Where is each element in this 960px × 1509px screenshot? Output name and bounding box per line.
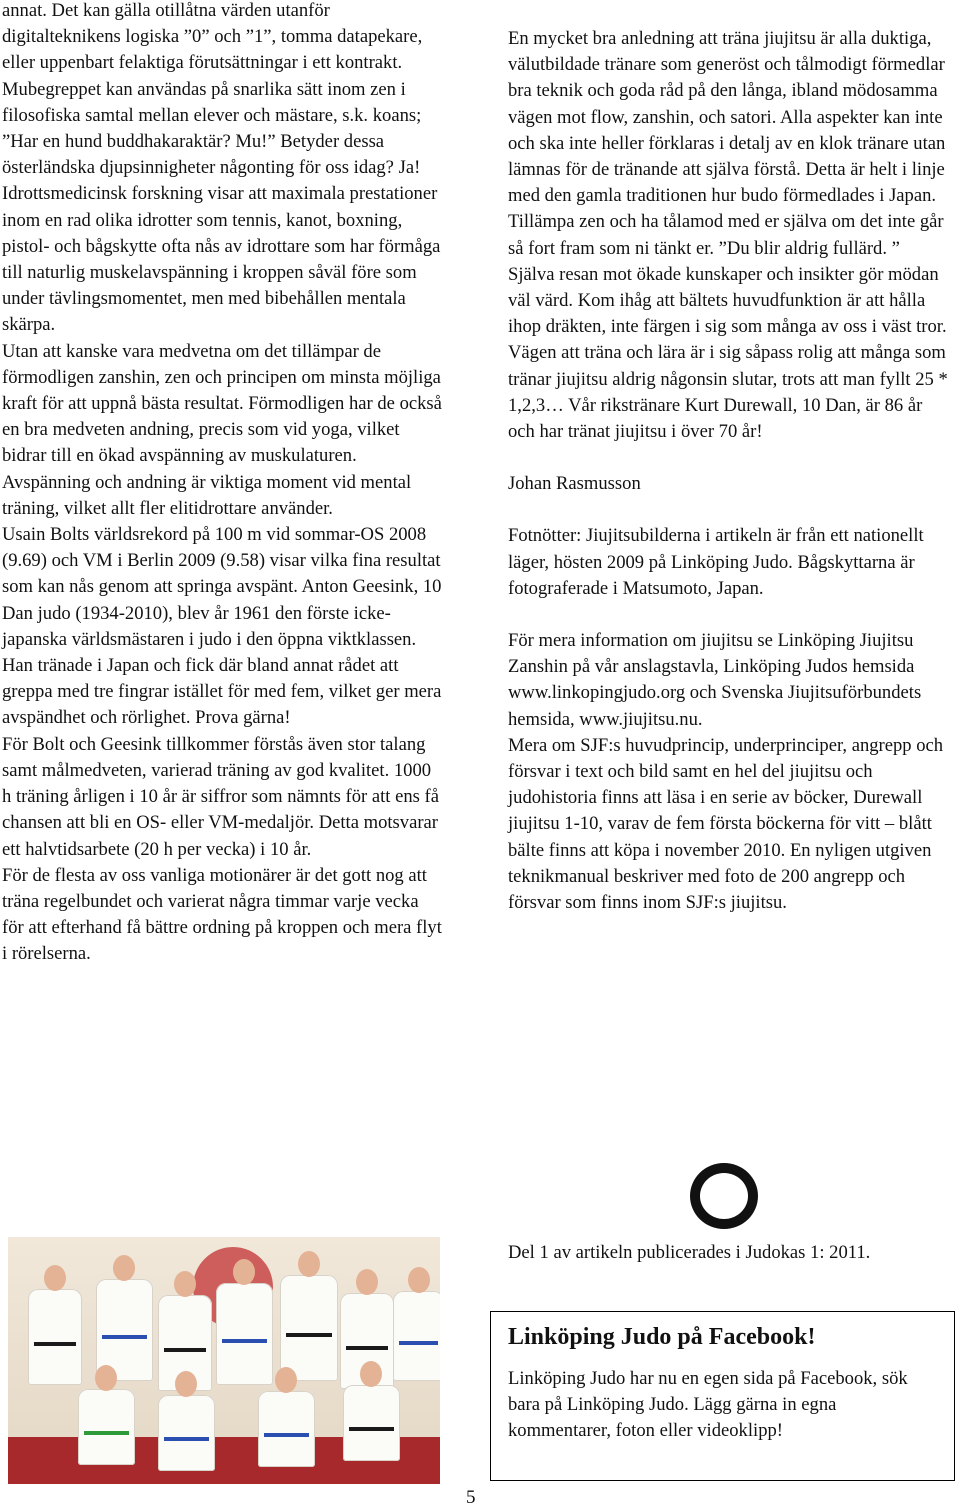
- judoka-gi: [78, 1389, 135, 1465]
- left-paragraph-4: Usain Bolts världsrekord på 100 m vid sommar-OS 2008 (9.69) och VM i Berlin 2009 (9.58) visar vilka fina resultat som kan nås genom att springa avspänt. Anton Geesink, 10 Dan judo (1934-2010), blev år 1961 den förste icke-japanska världsmästaren i judo i den öppna viktklassen. Han tränade i Japan och fick där bland annat rådet att greppa med tre fingrar istället för med fem, vilket ger mera avspändhet och rörlighet. Prova gärna!: [2, 524, 442, 729]
- author-name: Johan Rasmusson: [508, 473, 641, 495]
- judoka-head: [113, 1255, 135, 1281]
- left-paragraph-1: annat. Det kan gälla otillåtna värden utanför digitalteknikens logiska ”0” och ”1”, tomma datapekare, eller uppenbart felaktiga förutsättningar i ett kontrakt. Mubegreppet kan användas på snarlika sätt inom zen i filosofiska samtal mellan elever och mästare, s.k. koans; ”Har en hund buddhakaraktär? Mu!” Betyder dessa österländska djupsinnigheter någonting för oss idag? Ja! Idrottsmedicinsk forskning visar att maximala prestationer inom en rad olika idrotter som tennis, kanot, boxning, pistol- och bågskytte ofta nås av idrottare som har förmåga till naturlig muskelavspänning i kroppen såväl före som under tävlingsmomentet, men med bibehållen mentala skärpa.: [2, 0, 441, 336]
- judoka-belt: [84, 1431, 129, 1435]
- judoka-belt: [164, 1348, 206, 1352]
- right-column: [508, 26, 948, 916]
- left-paragraph-5: För Bolt och Geesink tillkommer förstås även stor talang samt målmedveten, varierad träning av god kvalitet. 1000 h träning årligen i 10 år är siffror som nämnts för att ens få chansen att bli en OS- eller VM-medaljör. Detta motsvarar ett halvtidsarbete (20 h per vecka) i 10 år.: [2, 733, 439, 860]
- judoka-belt: [286, 1333, 332, 1337]
- judoka-head: [360, 1361, 382, 1387]
- facebook-box-title: Linköping Judo på Facebook!: [508, 1324, 816, 1350]
- judoka-1: [28, 1265, 82, 1385]
- judoka-gi: [258, 1391, 315, 1467]
- judoka-head: [174, 1271, 196, 1297]
- facebook-box-body: Linköping Judo har nu en egen sida på Facebook, sök bara på Linköping Judo. Lägg gärna in egna kommentarer, foton eller videoklipp!: [508, 1368, 908, 1442]
- judoka-head: [356, 1269, 378, 1295]
- judoka-gi: [28, 1289, 82, 1385]
- judoka-10: [258, 1367, 315, 1467]
- judoka-8: [78, 1365, 135, 1465]
- judoka-head: [298, 1251, 320, 1277]
- judoka-head: [44, 1265, 66, 1291]
- judoka-head: [408, 1267, 430, 1293]
- left-paragraph-2: Utan att kanske vara medvetna om det tillämpar de förmodligen zanshin, zen och principen om minsta möjliga kraft för att uppnå bästa resultat. Förmodligen har de också en bra medveten andning, precis som vid yoga, vilket bidrar till en ökad avspänning av muskulaturen.: [2, 340, 442, 467]
- judoka-belt: [349, 1427, 394, 1431]
- page-number: 5: [466, 1487, 476, 1508]
- judoka-2: [96, 1255, 153, 1381]
- judoka-belt: [102, 1335, 147, 1339]
- judoka-belt: [222, 1339, 267, 1343]
- judoka-belt: [346, 1346, 388, 1350]
- judoka-belt: [264, 1433, 309, 1437]
- judoka-11: [343, 1361, 400, 1461]
- judoka-gi: [343, 1385, 400, 1461]
- judoka-belt: [164, 1437, 209, 1441]
- judoka-gi: [158, 1395, 215, 1471]
- judoka-gi: [393, 1291, 440, 1381]
- left-paragraph-3: Avspänning och andning är viktiga moment vid mental träning, vilket allt fler elitidrottare använder.: [2, 471, 412, 519]
- judoka-belt: [34, 1342, 76, 1346]
- info-paragraph-1: För mera information om jiujitsu se Linköping Jiujitsu Zanshin på vår anslagstavla, Linköping Judos hemsida www.linkopingjudo.org och Svenska Jiujitsuförbundets hemsida, www.jiujitsu.nu.: [508, 630, 922, 730]
- left-paragraph-6: För de flesta av oss vanliga motionärer är det gott nog att träna regelbundet och varierat några timmar varje vecka för att efterhand få bättre ordning på kroppen och mera flyt i rörelserna.: [2, 864, 442, 965]
- judoka-head: [95, 1365, 117, 1391]
- group-photo: [8, 1237, 440, 1484]
- info-paragraph-2: Mera om SJF:s huvudprincip, underprinciper, angrepp och försvar i text och bild samt en hel del jiujitsu och judohistoria finns att läsa i en serie av böcker, Durewall jiujitsu 1-10, varav de fem första böckerna för vitt – blått bälte finns att köpa i november 2010. En nyligen utgiven teknikmanual beskriver med foto de 200 angrepp och försvar som finns inom SJF:s jiujitsu.: [508, 734, 944, 914]
- judoka-head: [233, 1259, 255, 1285]
- judoka-head: [275, 1367, 297, 1393]
- judoka-9: [158, 1371, 215, 1471]
- right-paragraph-3: Vägen att träna och lära är i sig såpass rolig att många som tränar jiujitsu aldrig någonsin slutar, trots att man fyllt 25 * 1,2,3… Vår rikstränare Kurt Durewall, 10 Dan, är 86 år och har tränat jiujitsu i över 70 år!: [508, 342, 948, 443]
- publication-note: Del 1 av artikeln publicerades i Judokas 1: 2011.: [508, 1242, 871, 1263]
- facebook-box: [490, 1311, 955, 1481]
- judoka-belt: [399, 1341, 438, 1345]
- enso-circle-icon: [690, 1163, 758, 1229]
- judoka-head: [175, 1371, 197, 1397]
- right-paragraph-2: Själva resan mot ökade kunskaper och insikter gör mödan väl värd. Kom ihåg att bältets huvudfunktion är att hålla ihop dräkten, inte färgen i sig som många av oss i väst tror.: [508, 263, 947, 338]
- left-column: [2, 0, 442, 968]
- footnote: Fotnötter: Jiujitsubilderna i artikeln är från ett nationellt läger, hösten 2009 på Linköping Judo. Bågskyttarna är fotograferade i Matsumoto, Japan.: [508, 525, 924, 599]
- judoka-7: [393, 1267, 440, 1381]
- judoka-5: [280, 1251, 338, 1381]
- right-paragraph-1: En mycket bra anledning att träna jiujitsu är alla duktiga, välutbildade tränare som generöst och tålmodigt förmedlar bra teknik och goda råd på den långa, ibland mödosamma vägen mot flow, zanshin, och satori. Alla aspekter kan inte och ska inte heller förklaras i detalj av en klok tränare utan lämnas för de tränande att själva förstå. Detta är helt i linje med den gamla traditionen hur budo förmedlades i Japan. Tillämpa zen och ha tålamod med er själva om det inte går så fort fram som ni tänkt er. ”Du blir aldrig fullärd. ”: [508, 28, 946, 259]
- publication-note-block: [508, 1240, 948, 1266]
- judoka-gi: [280, 1275, 338, 1381]
